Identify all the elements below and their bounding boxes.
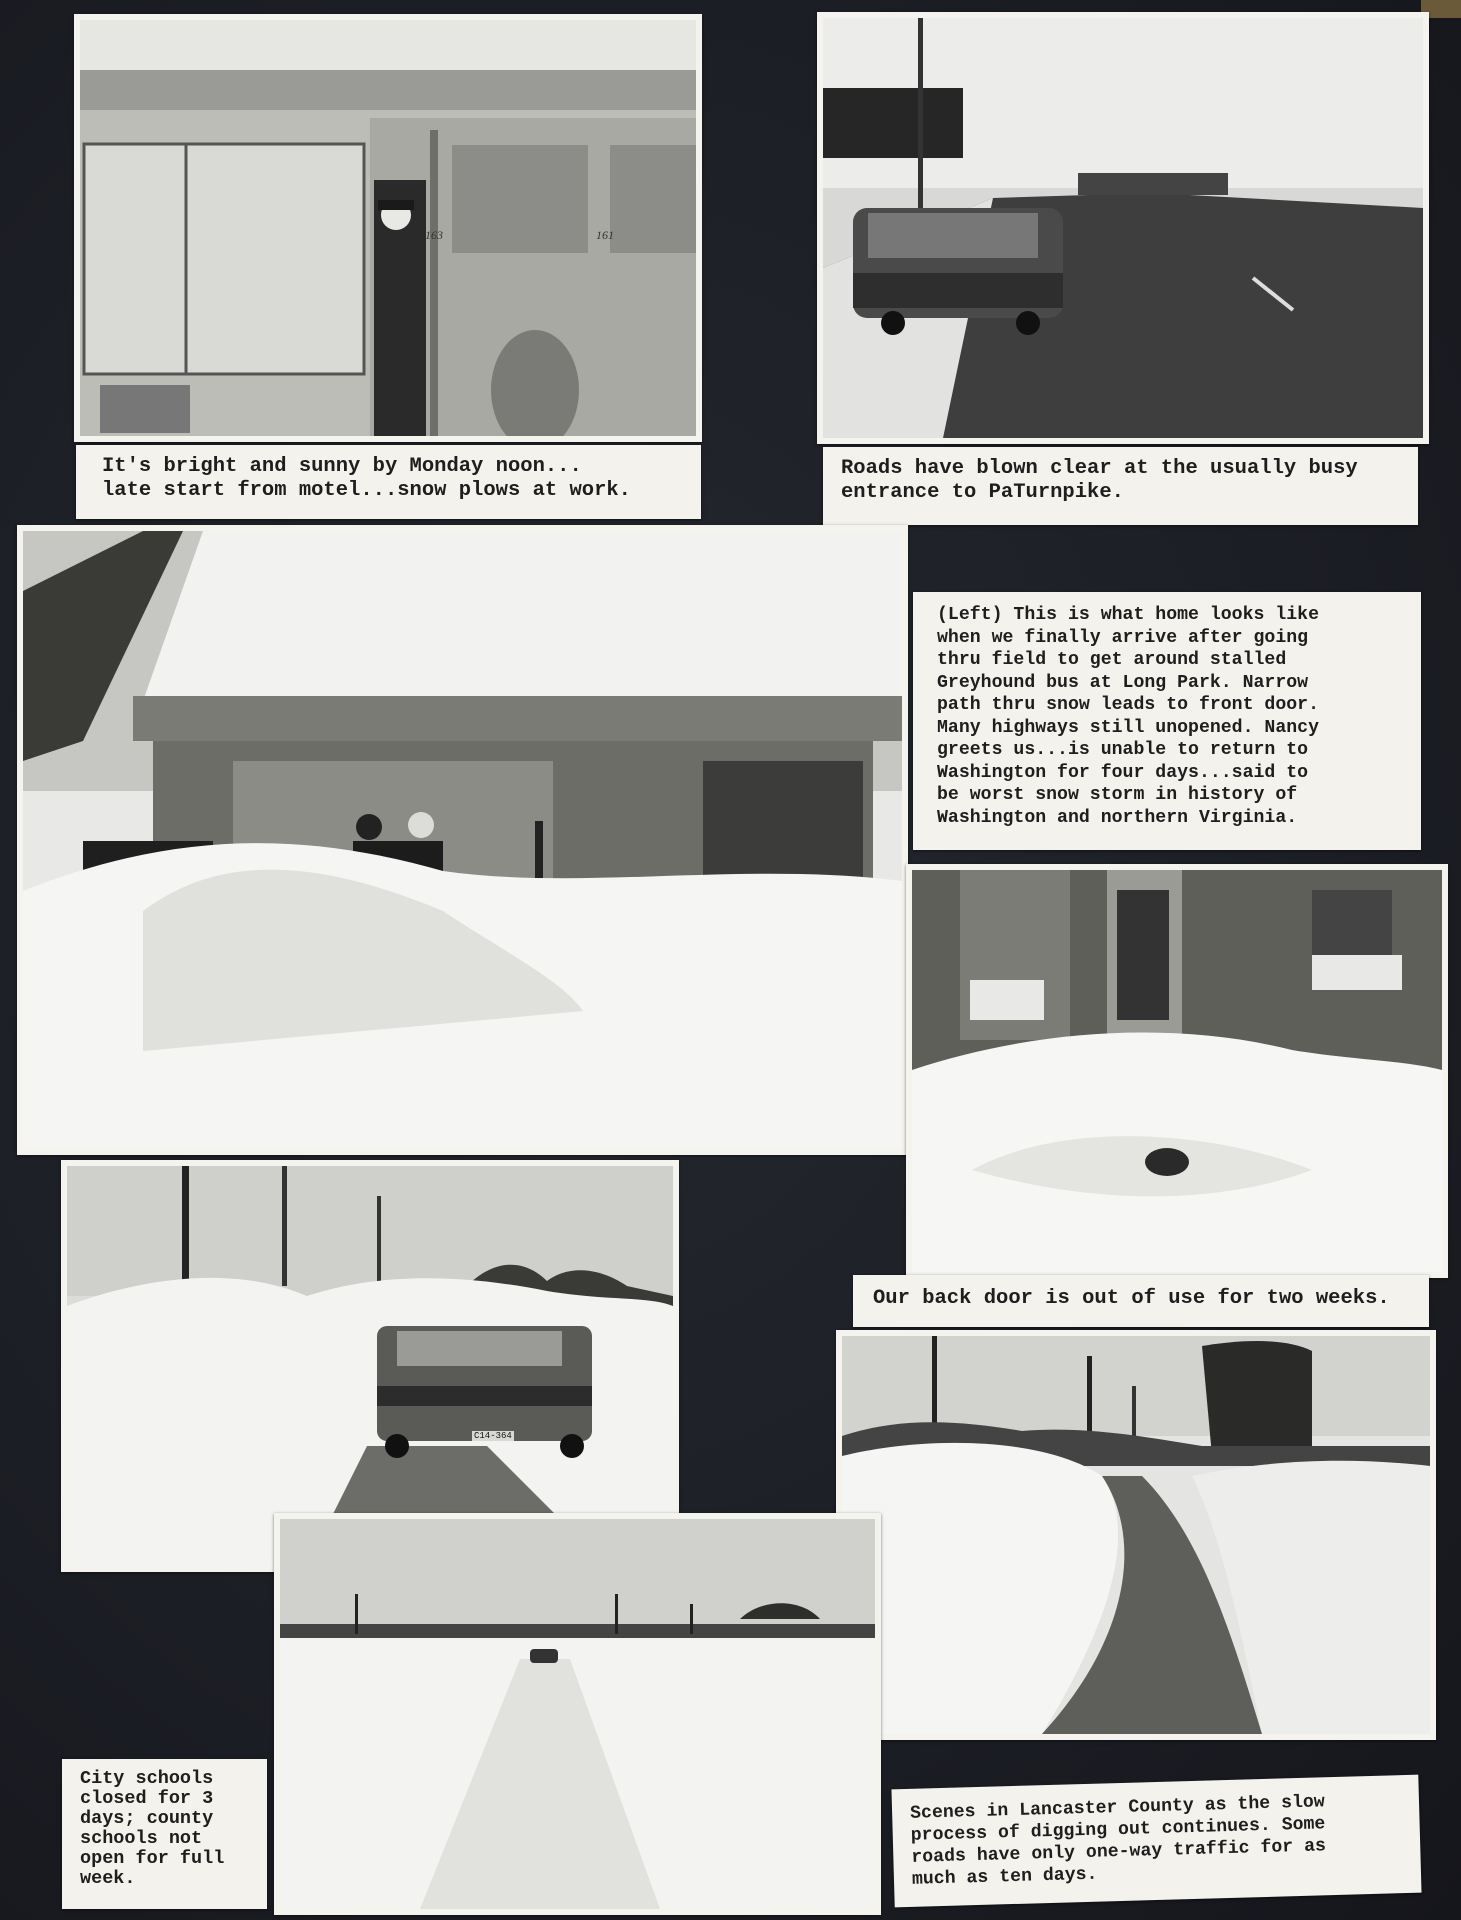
photo-motel xyxy=(74,14,702,442)
caption-motel: It's bright and sunny by Monday noon... late start from motel...snow plows at work. xyxy=(76,445,701,519)
license-plate: C14-364 xyxy=(474,1431,512,1441)
photo-car-snowbanks xyxy=(61,1160,679,1572)
caption-turnpike: Roads have blown clear at the usually busy entrance to PaTurnpike. xyxy=(823,447,1418,525)
photo-lancaster-road xyxy=(836,1330,1436,1740)
photo-turnpike-entrance xyxy=(817,12,1429,444)
caption-back-door: Our back door is out of use for two weeks. xyxy=(853,1275,1429,1327)
caption-lancaster: Scenes in Lancaster County as the slow process of digging out continues. Some roads have only one-way traffic for as much as ten days. xyxy=(891,1775,1421,1908)
room-number-163: 163 xyxy=(425,228,443,242)
photo-open-road xyxy=(274,1513,881,1915)
caption-home: (Left) This is what home looks like when we finally arrive after going thru field to get around stalled Greyhound bus at Long Park. Narrow path thru snow leads to front door. Many highways still unopened. Nancy greets us...is unable to return to Washington for four days...said to be worst snow storm in history of Washington and northern Virginia. xyxy=(913,592,1421,850)
photo-back-door xyxy=(906,864,1448,1278)
room-number-161: 161 xyxy=(596,228,614,242)
photo-home-snow xyxy=(17,525,908,1155)
caption-schools: City schools closed for 3 days; county schools not open for full week. xyxy=(62,1759,267,1909)
